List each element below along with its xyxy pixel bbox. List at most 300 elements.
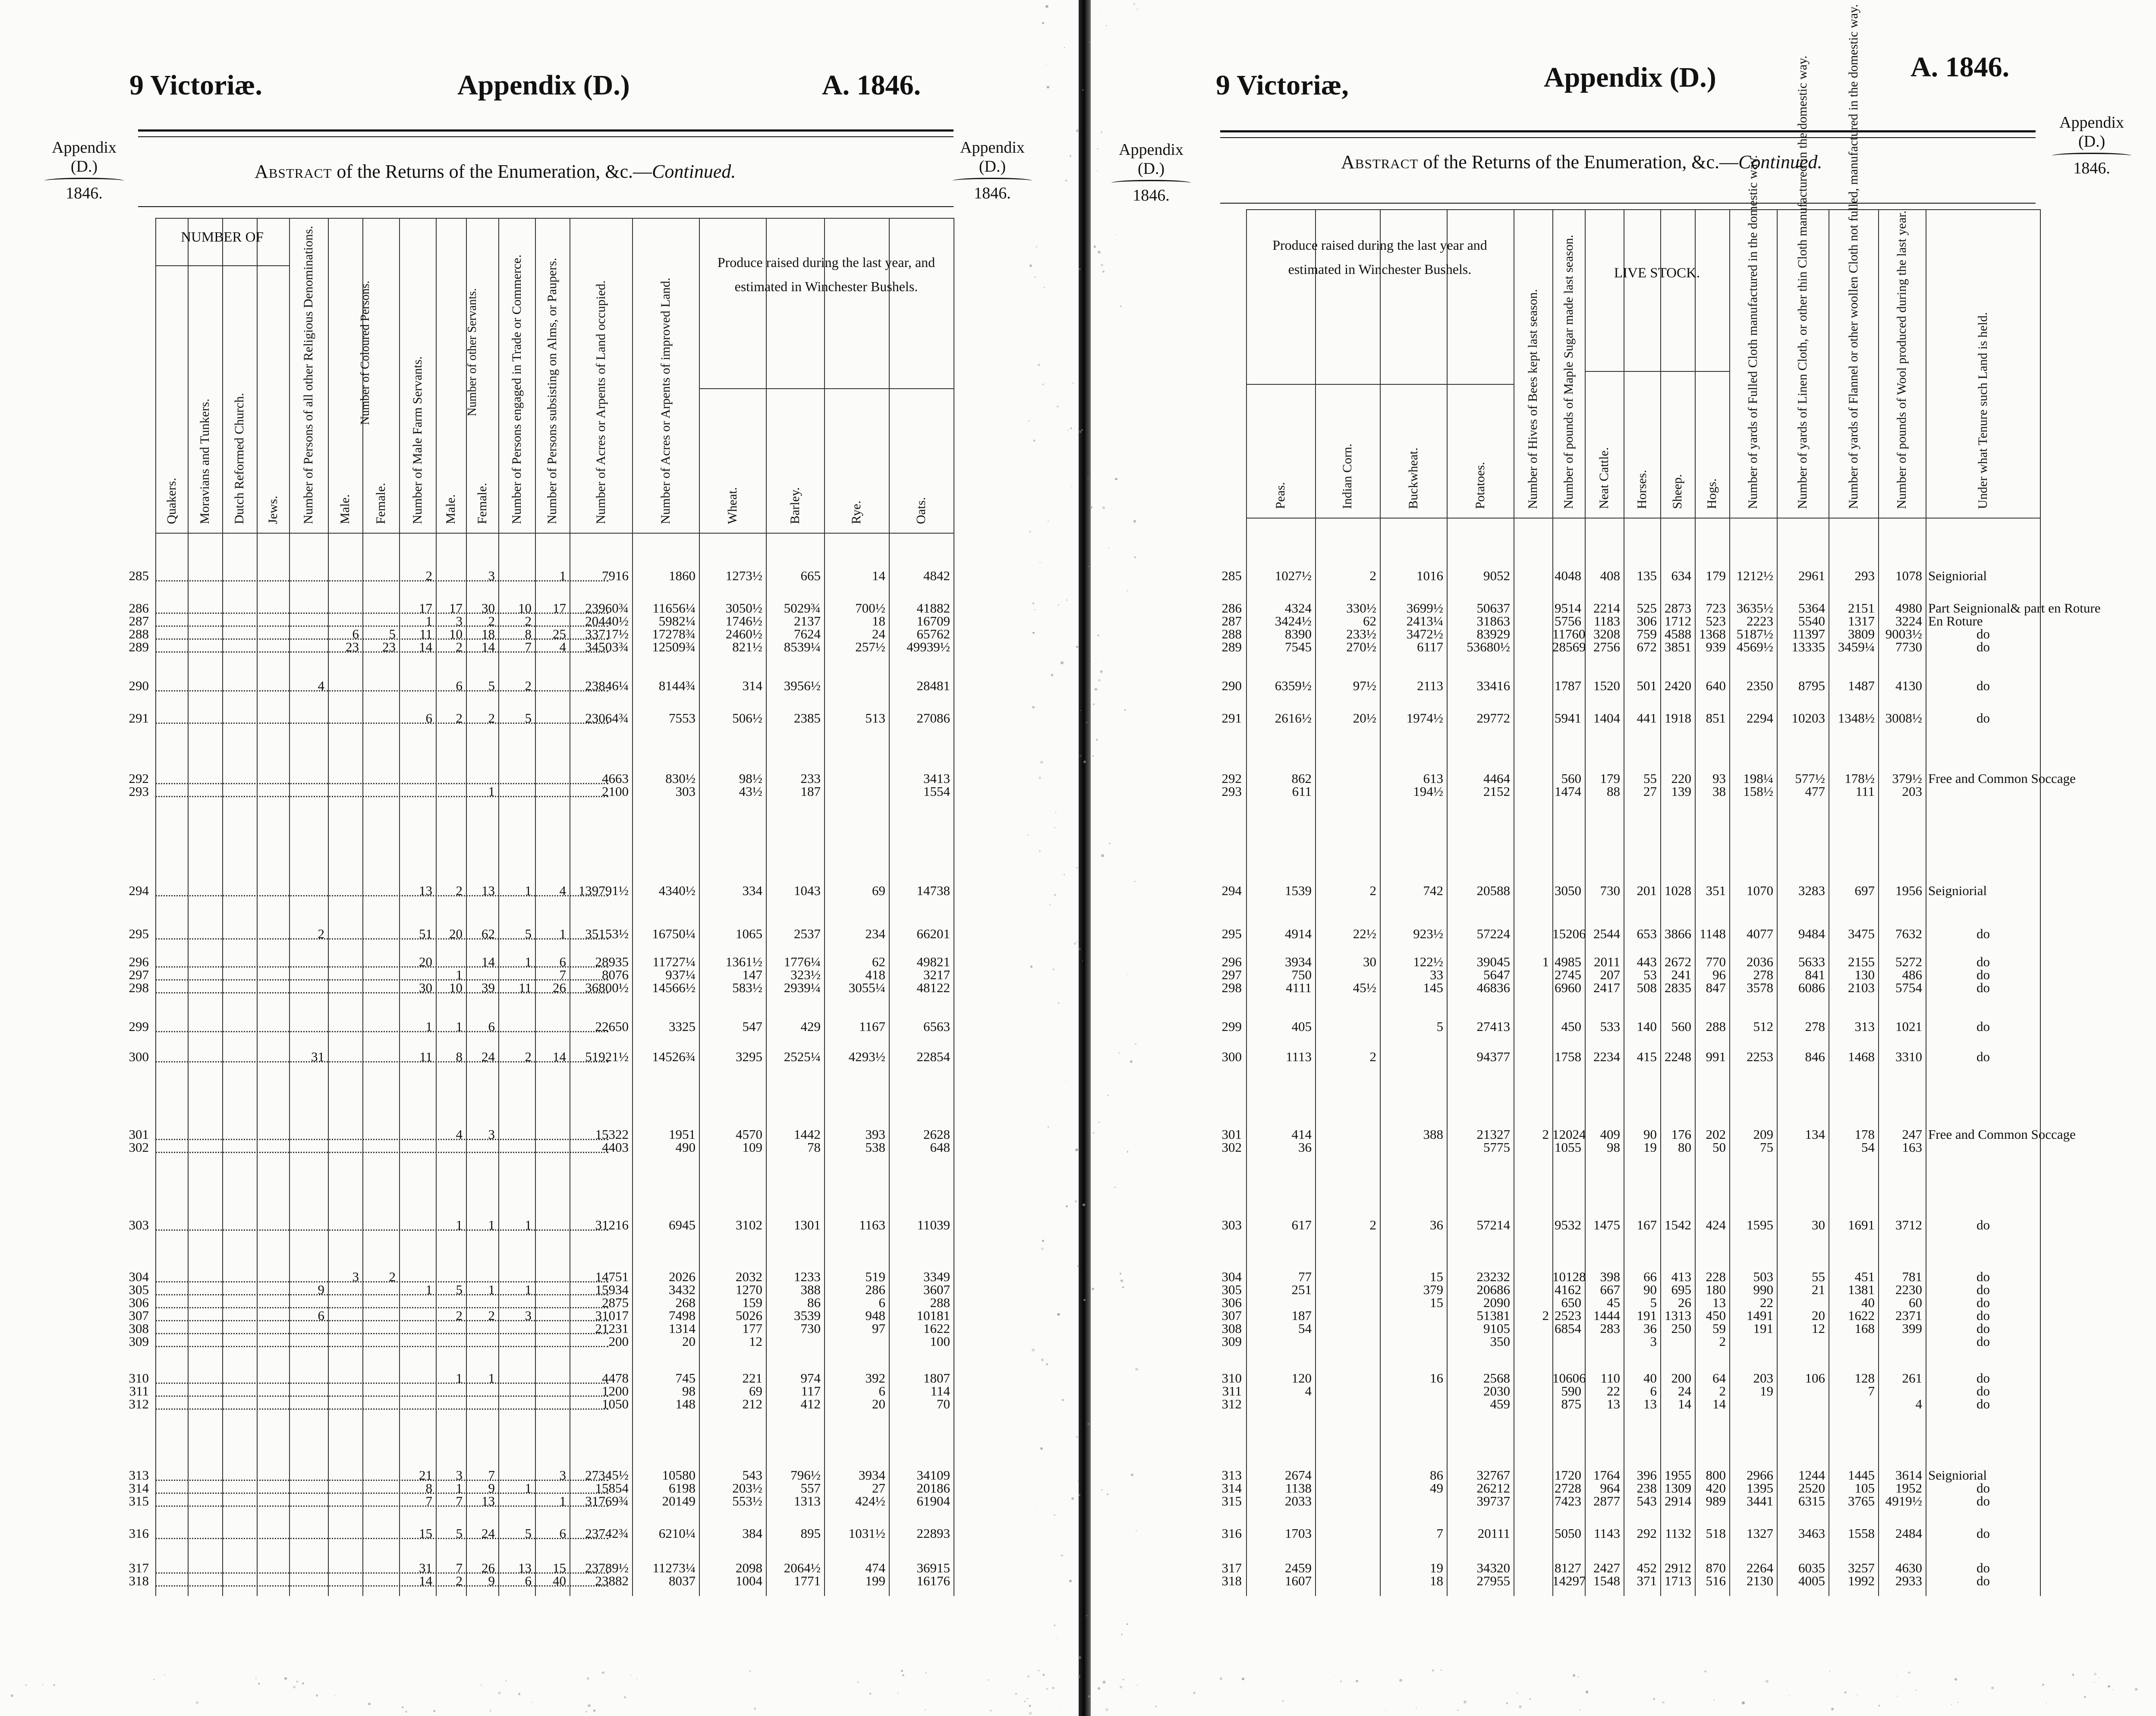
table-cell: 17278¾ xyxy=(652,626,696,641)
running-head-left: 9 Victoriæ, xyxy=(1216,69,1349,101)
table-cell: 2616½ xyxy=(1275,710,1312,726)
group-header-number-of: NUMBER OF xyxy=(181,229,264,245)
table-cell: 5633 xyxy=(1798,954,1825,969)
table-cell: 23 xyxy=(382,639,396,654)
table-cell: 14566½ xyxy=(652,980,696,995)
table-cell: 158½ xyxy=(1743,784,1773,799)
column-rule xyxy=(188,218,189,1596)
tenure-cell: do xyxy=(1977,1334,1990,1349)
running-head-left: 9 Victoriæ. xyxy=(129,69,262,101)
table-cell: 2914 xyxy=(1665,1493,1691,1509)
table-cell: 55 xyxy=(1812,1269,1825,1284)
table-cell: 1764 xyxy=(1593,1468,1620,1483)
header-bottom-rule xyxy=(1246,518,2040,519)
column-rule xyxy=(498,218,499,1596)
table-cell: 12509¾ xyxy=(652,639,696,654)
row-number: 295 xyxy=(129,926,149,941)
scan-speck xyxy=(1133,520,1136,522)
scan-speck xyxy=(925,1709,926,1710)
scan-speck xyxy=(1054,1625,1055,1626)
table-cell: 1 xyxy=(525,1480,532,1496)
scan-speck xyxy=(2072,1674,2074,1675)
table-cell: 2 xyxy=(1369,883,1376,898)
table-cell: 1 xyxy=(456,1480,463,1496)
table-cell: 3765 xyxy=(1848,1493,1875,1509)
leader-dots xyxy=(155,1139,608,1140)
scan-speck xyxy=(1094,245,1096,248)
table-cell: 64 xyxy=(1712,1370,1726,1386)
table-cell: 3217 xyxy=(923,967,950,982)
table-cell: 8539¼ xyxy=(784,639,821,654)
table-cell: 2427 xyxy=(1593,1560,1620,1575)
row-number: 308 xyxy=(1221,1321,1242,1336)
table-cell: 3851 xyxy=(1665,639,1691,654)
scan-speck xyxy=(505,1680,507,1682)
table-cell: 3008½ xyxy=(1885,710,1922,726)
table-cell: 4842 xyxy=(923,568,950,583)
tenure-cell: do xyxy=(1977,626,1990,641)
scan-speck xyxy=(1086,722,1087,723)
table-cell: 351 xyxy=(1706,883,1726,898)
table-cell: 379½ xyxy=(1892,771,1922,786)
table-cell: 93 xyxy=(1712,771,1726,786)
table-cell: 1952 xyxy=(1895,1480,1922,1496)
table-cell: 5 xyxy=(456,1526,463,1541)
tenure-cell: do xyxy=(1977,1049,1990,1064)
row-number: 289 xyxy=(1221,639,1242,654)
table-cell: 28481 xyxy=(916,678,950,693)
margin-letter: (D.) xyxy=(1137,160,1165,178)
table-cell: 14751 xyxy=(595,1269,629,1284)
table-cell: 203½ xyxy=(732,1480,762,1496)
table-cell: 15206 xyxy=(1552,926,1586,941)
top-rule-thin xyxy=(1220,137,2036,138)
scan-speck xyxy=(406,1711,407,1712)
table-cell: 59 xyxy=(1712,1321,1726,1336)
table-cell: 20686 xyxy=(1476,1282,1510,1297)
scan-speck xyxy=(518,1693,520,1695)
table-cell: 4630 xyxy=(1895,1560,1922,1575)
table-cell: 9532 xyxy=(1555,1217,1581,1232)
table-cell: 1381 xyxy=(1848,1282,1875,1297)
column-rule xyxy=(1777,209,1778,1596)
abstract-italic: Continued. xyxy=(1738,151,1822,173)
scan-speck xyxy=(588,1704,590,1707)
row-number: 303 xyxy=(1221,1217,1242,1232)
column-header: Jews. xyxy=(265,496,280,524)
table-cell: 96 xyxy=(1712,967,1726,982)
table-cell: 2098 xyxy=(736,1560,762,1575)
scan-speck xyxy=(1103,1681,1105,1683)
table-cell: 49 xyxy=(1430,1480,1443,1496)
table-cell: 9514 xyxy=(1555,600,1581,616)
row-number: 301 xyxy=(1221,1127,1242,1142)
table-cell: 371 xyxy=(1637,1573,1657,1588)
table-cell: 120 xyxy=(1291,1370,1312,1386)
table-cell: 6854 xyxy=(1555,1321,1581,1336)
table-cell: 209 xyxy=(1753,1127,1773,1142)
table-cell: 16709 xyxy=(916,613,950,629)
table-cell: 268 xyxy=(675,1295,696,1310)
scan-speck xyxy=(1046,1363,1048,1365)
table-cell: 88 xyxy=(1607,784,1620,799)
table-cell: 292 xyxy=(1637,1526,1657,1541)
scan-speck xyxy=(498,1691,501,1694)
row-number: 295 xyxy=(1221,926,1242,941)
table-cell: 6 xyxy=(318,1308,324,1323)
table-cell: 1016 xyxy=(1416,568,1443,583)
table-cell: 286 xyxy=(865,1282,885,1297)
table-cell: 7553 xyxy=(669,710,696,726)
row-number: 297 xyxy=(1221,967,1242,982)
row-number: 298 xyxy=(1221,980,1242,995)
table-cell: 1 xyxy=(488,784,495,799)
table-cell: 474 xyxy=(865,1560,885,1575)
table-cell: 1 xyxy=(525,1282,532,1297)
table-cell: 3956½ xyxy=(784,678,821,693)
table-cell: 1520 xyxy=(1593,678,1620,693)
table-cell: 62 xyxy=(1363,613,1376,629)
table-cell: 3325 xyxy=(669,1019,696,1034)
table-cell: 3055¼ xyxy=(848,980,885,995)
scan-speck xyxy=(1098,679,1101,682)
table-cell: 49939½ xyxy=(906,639,950,654)
table-cell: 8 xyxy=(425,1480,432,1496)
table-cell: 560 xyxy=(1671,1019,1691,1034)
table-cell: 54 xyxy=(1298,1321,1312,1336)
table-cell: 178½ xyxy=(1844,771,1875,786)
scan-speck xyxy=(1102,270,1105,273)
scan-speck xyxy=(1101,131,1102,133)
table-cell: 1 xyxy=(456,1370,463,1386)
table-cell: 2933 xyxy=(1895,1573,1922,1588)
table-cell: 5 xyxy=(525,710,532,726)
scan-speck xyxy=(1958,1702,1959,1703)
scan-speck xyxy=(1089,41,1091,43)
scan-speck xyxy=(1831,1708,1834,1710)
table-cell: 8037 xyxy=(669,1573,696,1588)
row-number: 316 xyxy=(129,1526,149,1541)
table-cell: 40 xyxy=(553,1573,566,1588)
tenure-cell: do xyxy=(1977,1295,1990,1310)
table-cell: 33416 xyxy=(1476,678,1510,693)
abstract-rest: of the Returns of the Enumeration, &c.— xyxy=(337,161,652,182)
table-cell: 30 xyxy=(482,600,495,616)
scan-speck xyxy=(1083,761,1086,763)
scan-speck xyxy=(1048,1126,1049,1128)
column-header: Horses. xyxy=(1634,470,1649,509)
scan-speck xyxy=(1079,431,1082,433)
table-cell: 1138 xyxy=(1285,1480,1312,1496)
table-cell: 5029¾ xyxy=(784,600,821,616)
group-header-other-servants: Number of other Servants. xyxy=(466,288,479,416)
table-cell: 2264 xyxy=(1747,1560,1773,1575)
table-cell: 4 xyxy=(456,1127,463,1142)
table-cell: 3 xyxy=(488,1127,495,1142)
scan-speck xyxy=(1041,1358,1044,1361)
table-cell: 20½ xyxy=(1353,710,1376,726)
tenure-cell: Part Seignional& part en Roture xyxy=(1928,600,2101,616)
table-cell: 51921½ xyxy=(585,1049,629,1064)
column-header: Male. xyxy=(444,494,458,524)
table-cell: 8 xyxy=(525,626,532,641)
scan-speck xyxy=(1078,1494,1080,1496)
scan-speck xyxy=(196,1701,198,1704)
tenure-cell: do xyxy=(1977,1308,1990,1323)
table-cell: 841 xyxy=(1805,967,1825,982)
table-cell: 1 xyxy=(525,1217,532,1232)
table-cell: 24 xyxy=(1678,1383,1691,1399)
table-cell: 134 xyxy=(1805,1127,1825,1142)
table-cell: 135 xyxy=(1637,568,1657,583)
table-cell: 2966 xyxy=(1747,1468,1773,1483)
table-cell: 1327 xyxy=(1747,1526,1773,1541)
table-cell: 94377 xyxy=(1476,1049,1510,1064)
table-cell: 2417 xyxy=(1593,980,1620,995)
table-cell: 45½ xyxy=(1353,980,1376,995)
table-cell: 36915 xyxy=(916,1560,950,1575)
table-cell: 6086 xyxy=(1798,980,1825,995)
table-cell: 1860 xyxy=(669,568,696,583)
table-cell: 34109 xyxy=(916,1468,950,1483)
row-number: 314 xyxy=(129,1480,149,1496)
table-cell: 21 xyxy=(1812,1282,1825,1297)
scan-speck xyxy=(1120,305,1122,307)
scan-speck xyxy=(1054,827,1055,828)
row-number: 306 xyxy=(1221,1295,1242,1310)
table-cell: 199 xyxy=(865,1573,885,1588)
table-cell: 7 xyxy=(559,967,566,982)
table-cell: 7 xyxy=(525,639,532,654)
scan-speck xyxy=(1038,364,1040,366)
abstract-italic: Continued. xyxy=(652,161,736,182)
table-cell: 2 xyxy=(1369,1217,1376,1232)
scan-speck xyxy=(402,1707,404,1709)
table-cell: 2350 xyxy=(1747,678,1773,693)
column-rule xyxy=(257,218,258,1596)
table-cell: 516 xyxy=(1706,1573,1726,1588)
row-number: 304 xyxy=(1221,1269,1242,1284)
scan-speck xyxy=(1134,556,1136,558)
running-head-right: A. 1846. xyxy=(1910,51,2010,83)
table-cell: 1918 xyxy=(1665,710,1691,726)
table-cell: 203 xyxy=(1753,1370,1773,1386)
table-cell: 2100 xyxy=(602,784,629,799)
table-cell: 7 xyxy=(425,1493,432,1509)
table-cell: 5 xyxy=(1436,1019,1443,1034)
column-header: Number of Acres or Arpents of Land occupied. xyxy=(593,280,608,524)
scan-speck xyxy=(925,1672,927,1674)
table-cell: 1720 xyxy=(1555,1468,1581,1483)
table-cell: 163 xyxy=(1902,1140,1922,1155)
table-cell: 2 xyxy=(1542,1127,1549,1142)
scan-speck xyxy=(1042,1240,1044,1242)
table-cell: 11273¼ xyxy=(652,1560,696,1575)
table-cell: 7 xyxy=(456,1493,463,1509)
scan-speck xyxy=(624,1696,626,1698)
table-cell: 36 xyxy=(1298,1140,1312,1155)
table-cell: 20 xyxy=(1812,1308,1825,1323)
table-cell: 20186 xyxy=(916,1480,950,1496)
table-cell: 2214 xyxy=(1593,600,1620,616)
table-cell: 3635½ xyxy=(1736,600,1773,616)
table-cell: 145 xyxy=(1423,980,1443,995)
table-cell: 414 xyxy=(1291,1127,1312,1142)
table-cell: 26 xyxy=(482,1560,495,1575)
scan-speck xyxy=(1028,420,1029,421)
table-cell: 191 xyxy=(1637,1308,1657,1323)
table-cell: 396 xyxy=(1637,1468,1657,1483)
table-cell: 98½ xyxy=(739,771,762,786)
table-cell: 2835 xyxy=(1665,980,1691,995)
table-cell: 543 xyxy=(742,1468,762,1483)
table-cell: 34503¾ xyxy=(585,639,629,654)
table-cell: 1554 xyxy=(923,784,950,799)
table-cell: 278 xyxy=(1805,1019,1825,1034)
scan-speck xyxy=(1030,965,1033,968)
table-cell: 3 xyxy=(559,1468,566,1483)
row-number: 305 xyxy=(129,1282,149,1297)
brace-mark xyxy=(953,178,1032,184)
table-cell: 611 xyxy=(1292,784,1312,799)
column-header: Number of Persons engaged in Trade or Commerce. xyxy=(509,255,524,524)
scan-speck xyxy=(255,1678,257,1679)
table-cell: 2103 xyxy=(1848,980,1875,995)
row-number: 311 xyxy=(1222,1383,1242,1399)
column-header: Oats. xyxy=(914,497,928,524)
row-number: 285 xyxy=(129,568,149,583)
top-rule-thin xyxy=(138,136,954,137)
tenure-cell: Seigniorial xyxy=(1928,883,1987,898)
table-cell: 27 xyxy=(872,1480,885,1496)
scan-speck xyxy=(1077,1265,1079,1267)
row-number: 310 xyxy=(129,1370,149,1386)
table-cell: 13 xyxy=(482,883,495,898)
table-cell: 9105 xyxy=(1483,1321,1510,1336)
table-cell: 6563 xyxy=(923,1019,950,1034)
table-cell: 5026 xyxy=(736,1308,762,1323)
table-cell: 2459 xyxy=(1285,1560,1312,1575)
table-cell: 23232 xyxy=(1476,1269,1510,1284)
scan-speck xyxy=(1115,478,1117,480)
leader-dots xyxy=(155,1408,608,1410)
tenure-cell: do xyxy=(1977,1396,1990,1411)
row-number: 309 xyxy=(129,1334,149,1349)
table-cell: 412 xyxy=(800,1396,821,1411)
group-header-coloured: Number of Coloured Persons. xyxy=(359,280,372,425)
table-cell: 2234 xyxy=(1593,1049,1620,1064)
table-cell: 238 xyxy=(1637,1480,1657,1496)
table-cell: 207 xyxy=(1600,967,1620,982)
table-cell: 50 xyxy=(1712,1140,1726,1155)
scan-speck xyxy=(1127,1151,1129,1153)
table-cell: 8 xyxy=(456,1049,463,1064)
table-cell: 870 xyxy=(1706,1560,1726,1575)
table-cell: 11 xyxy=(419,626,432,641)
table-cell: 8795 xyxy=(1798,678,1825,693)
table-cell: 306 xyxy=(1637,613,1657,629)
row-number: 302 xyxy=(1221,1140,1242,1155)
table-cell: 1444 xyxy=(1593,1308,1620,1323)
column-header: Buckwheat. xyxy=(1406,447,1420,509)
table-cell: 176 xyxy=(1671,1127,1691,1142)
row-number: 305 xyxy=(1221,1282,1242,1297)
table-cell: 147 xyxy=(742,967,762,982)
scan-speck xyxy=(1432,1669,1434,1671)
table-cell: 7498 xyxy=(669,1308,696,1323)
table-cell: 6 xyxy=(425,710,432,726)
tenure-cell: do xyxy=(1977,1282,1990,1297)
table-cell: 796½ xyxy=(790,1468,821,1483)
table-cell: 2537 xyxy=(794,926,821,941)
table-cell: 847 xyxy=(1706,980,1726,995)
table-cell: 69 xyxy=(872,883,885,898)
scan-speck xyxy=(1101,264,1103,266)
table-cell: 991 xyxy=(1706,1049,1726,1064)
table-cell: 19 xyxy=(1430,1560,1443,1575)
abstract-smallcaps: Abstract xyxy=(255,161,332,182)
table-cell: 990 xyxy=(1753,1282,1773,1297)
table-cell: 57214 xyxy=(1476,1217,1510,1232)
leader-dots xyxy=(155,1229,608,1231)
table-cell: 1558 xyxy=(1848,1526,1875,1541)
table-cell: 22 xyxy=(1760,1295,1773,1310)
table-cell: 5754 xyxy=(1895,980,1922,995)
table-cell: 5187½ xyxy=(1736,626,1773,641)
table-cell: 6035 xyxy=(1798,1560,1825,1575)
row-number: 314 xyxy=(1221,1480,1242,1496)
table-cell: 459 xyxy=(1490,1396,1510,1411)
table-cell: 5 xyxy=(525,926,532,941)
table-cell: 3432 xyxy=(669,1282,696,1297)
table-cell: 3424½ xyxy=(1275,613,1312,629)
leader-dots xyxy=(155,1307,608,1308)
table-cell: 6 xyxy=(1650,1383,1657,1399)
tenure-cell: En Roture xyxy=(1928,613,1983,629)
table-cell: 33717½ xyxy=(585,626,629,641)
table-cell: 1404 xyxy=(1593,710,1620,726)
scan-speck xyxy=(1062,1399,1064,1401)
table-cell: 278 xyxy=(1753,967,1773,982)
table-cell: 3 xyxy=(456,1468,463,1483)
table-cell: 1027½ xyxy=(1275,568,1312,583)
table-cell: 40 xyxy=(1861,1295,1875,1310)
table-cell: 3578 xyxy=(1747,980,1773,995)
table-cell: 503 xyxy=(1753,1269,1773,1284)
table-cell: 6198 xyxy=(669,1480,696,1496)
scan-speck xyxy=(1015,1693,1017,1695)
column-header: Female. xyxy=(475,483,489,524)
table-cell: 10181 xyxy=(916,1308,950,1323)
table-cell: 2875 xyxy=(602,1295,629,1310)
table-cell: 451 xyxy=(1854,1269,1875,1284)
table-cell: 8144¾ xyxy=(658,678,696,693)
table-cell: 547 xyxy=(742,1019,762,1034)
table-cell: 1542 xyxy=(1665,1217,1691,1232)
table-cell: 57224 xyxy=(1476,926,1510,941)
scan-speck xyxy=(1066,1205,1068,1207)
table-cell: 452 xyxy=(1637,1560,1657,1575)
table-cell: 393 xyxy=(865,1127,885,1142)
margin-appendix: Appendix xyxy=(2059,113,2124,132)
table-cell: 4 xyxy=(318,678,324,693)
table-cell: 1031½ xyxy=(848,1526,885,1541)
scan-speck xyxy=(1908,1672,1910,1674)
table-cell: 4 xyxy=(559,883,566,898)
row-number: 294 xyxy=(129,883,149,898)
table-cell: 1539 xyxy=(1285,883,1312,898)
table-cell: 1055 xyxy=(1555,1140,1581,1155)
